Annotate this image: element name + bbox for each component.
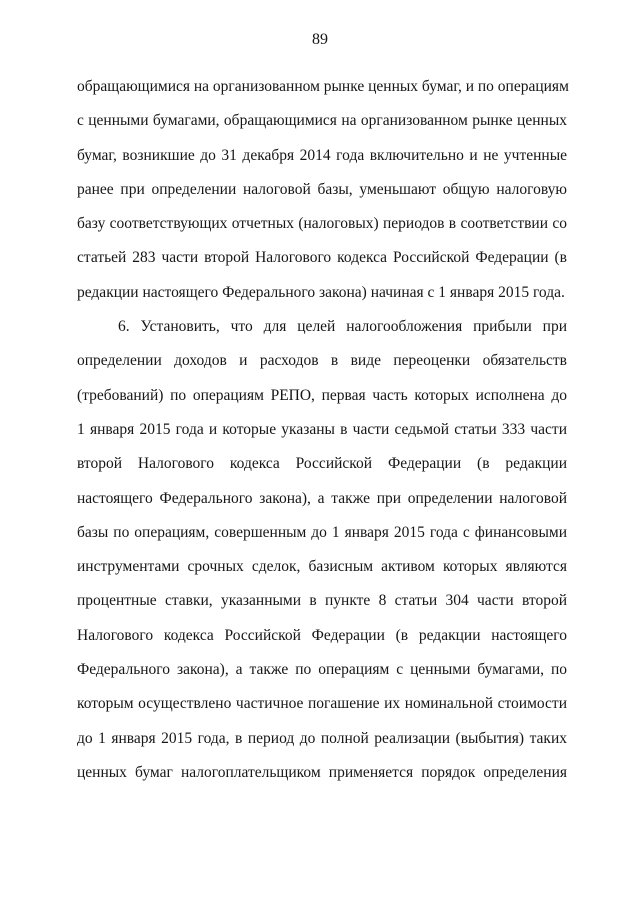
text-line: процентные ставки, указанными в пункте 8 статьи 304 части второй [77,592,567,610]
text-line: инструментами срочных сделок, базисным активом которых являются [77,558,567,576]
text-line: (требований) по операциям РЕПО, первая часть которых исполнена до [77,386,567,404]
text-line: 1 января 2015 года и которые указаны в части седьмой статьи 333 части [77,420,567,438]
text-line: редакции настоящего Федерального закона) начиная с 1 января 2015 года. [77,283,565,301]
paragraph-item-6 [77,314,567,794]
paragraph-continuation [77,74,567,314]
body-text [77,74,567,794]
text-line: ранее при определении налоговой базы, уменьшают общую налоговую [77,180,567,198]
text-line: базы по операциям, совершенным до 1 января 2015 года с финансовыми [77,523,567,541]
text-line: ценных бумаг налогоплательщиком применяется порядок определения [77,763,567,781]
text-line: бумаг, возникшие до 31 декабря 2014 года включительно и не учтенные [77,146,567,164]
text-line: Налогового кодекса Российской Федерации (в редакции настоящего [77,626,567,644]
text-line: настоящего Федерального закона), а также при определении налоговой [77,489,567,507]
text-line: обращающимися на организованном рынке ценных бумаг, и по операциям [77,78,569,95]
text-line: Федерального закона), а также по операциям с ценными бумагами, по [77,661,567,679]
text-line: определении доходов и расходов в виде переоценки обязательств [77,352,567,370]
page-number: 89 [312,31,328,48]
text-line: до 1 января 2015 года, в период до полной реализации (выбытия) таких [77,729,567,747]
text-line: которым осуществлено частичное погашение их номинальной стоимости [77,695,567,713]
text-line: статьей 283 части второй Налогового кодекса Российской Федерации (в [77,249,567,267]
text-line: с ценными бумагами, обращающимися на организованном рынке ценных [77,112,567,130]
text-line: второй Налогового кодекса Российской Федерации (в редакции [77,455,567,473]
text-line: 6. Установить, что для целей налогообложения прибыли при [118,318,567,336]
text-line: базу соответствующих отчетных (налоговых) периодов в соответствии со [77,215,567,233]
